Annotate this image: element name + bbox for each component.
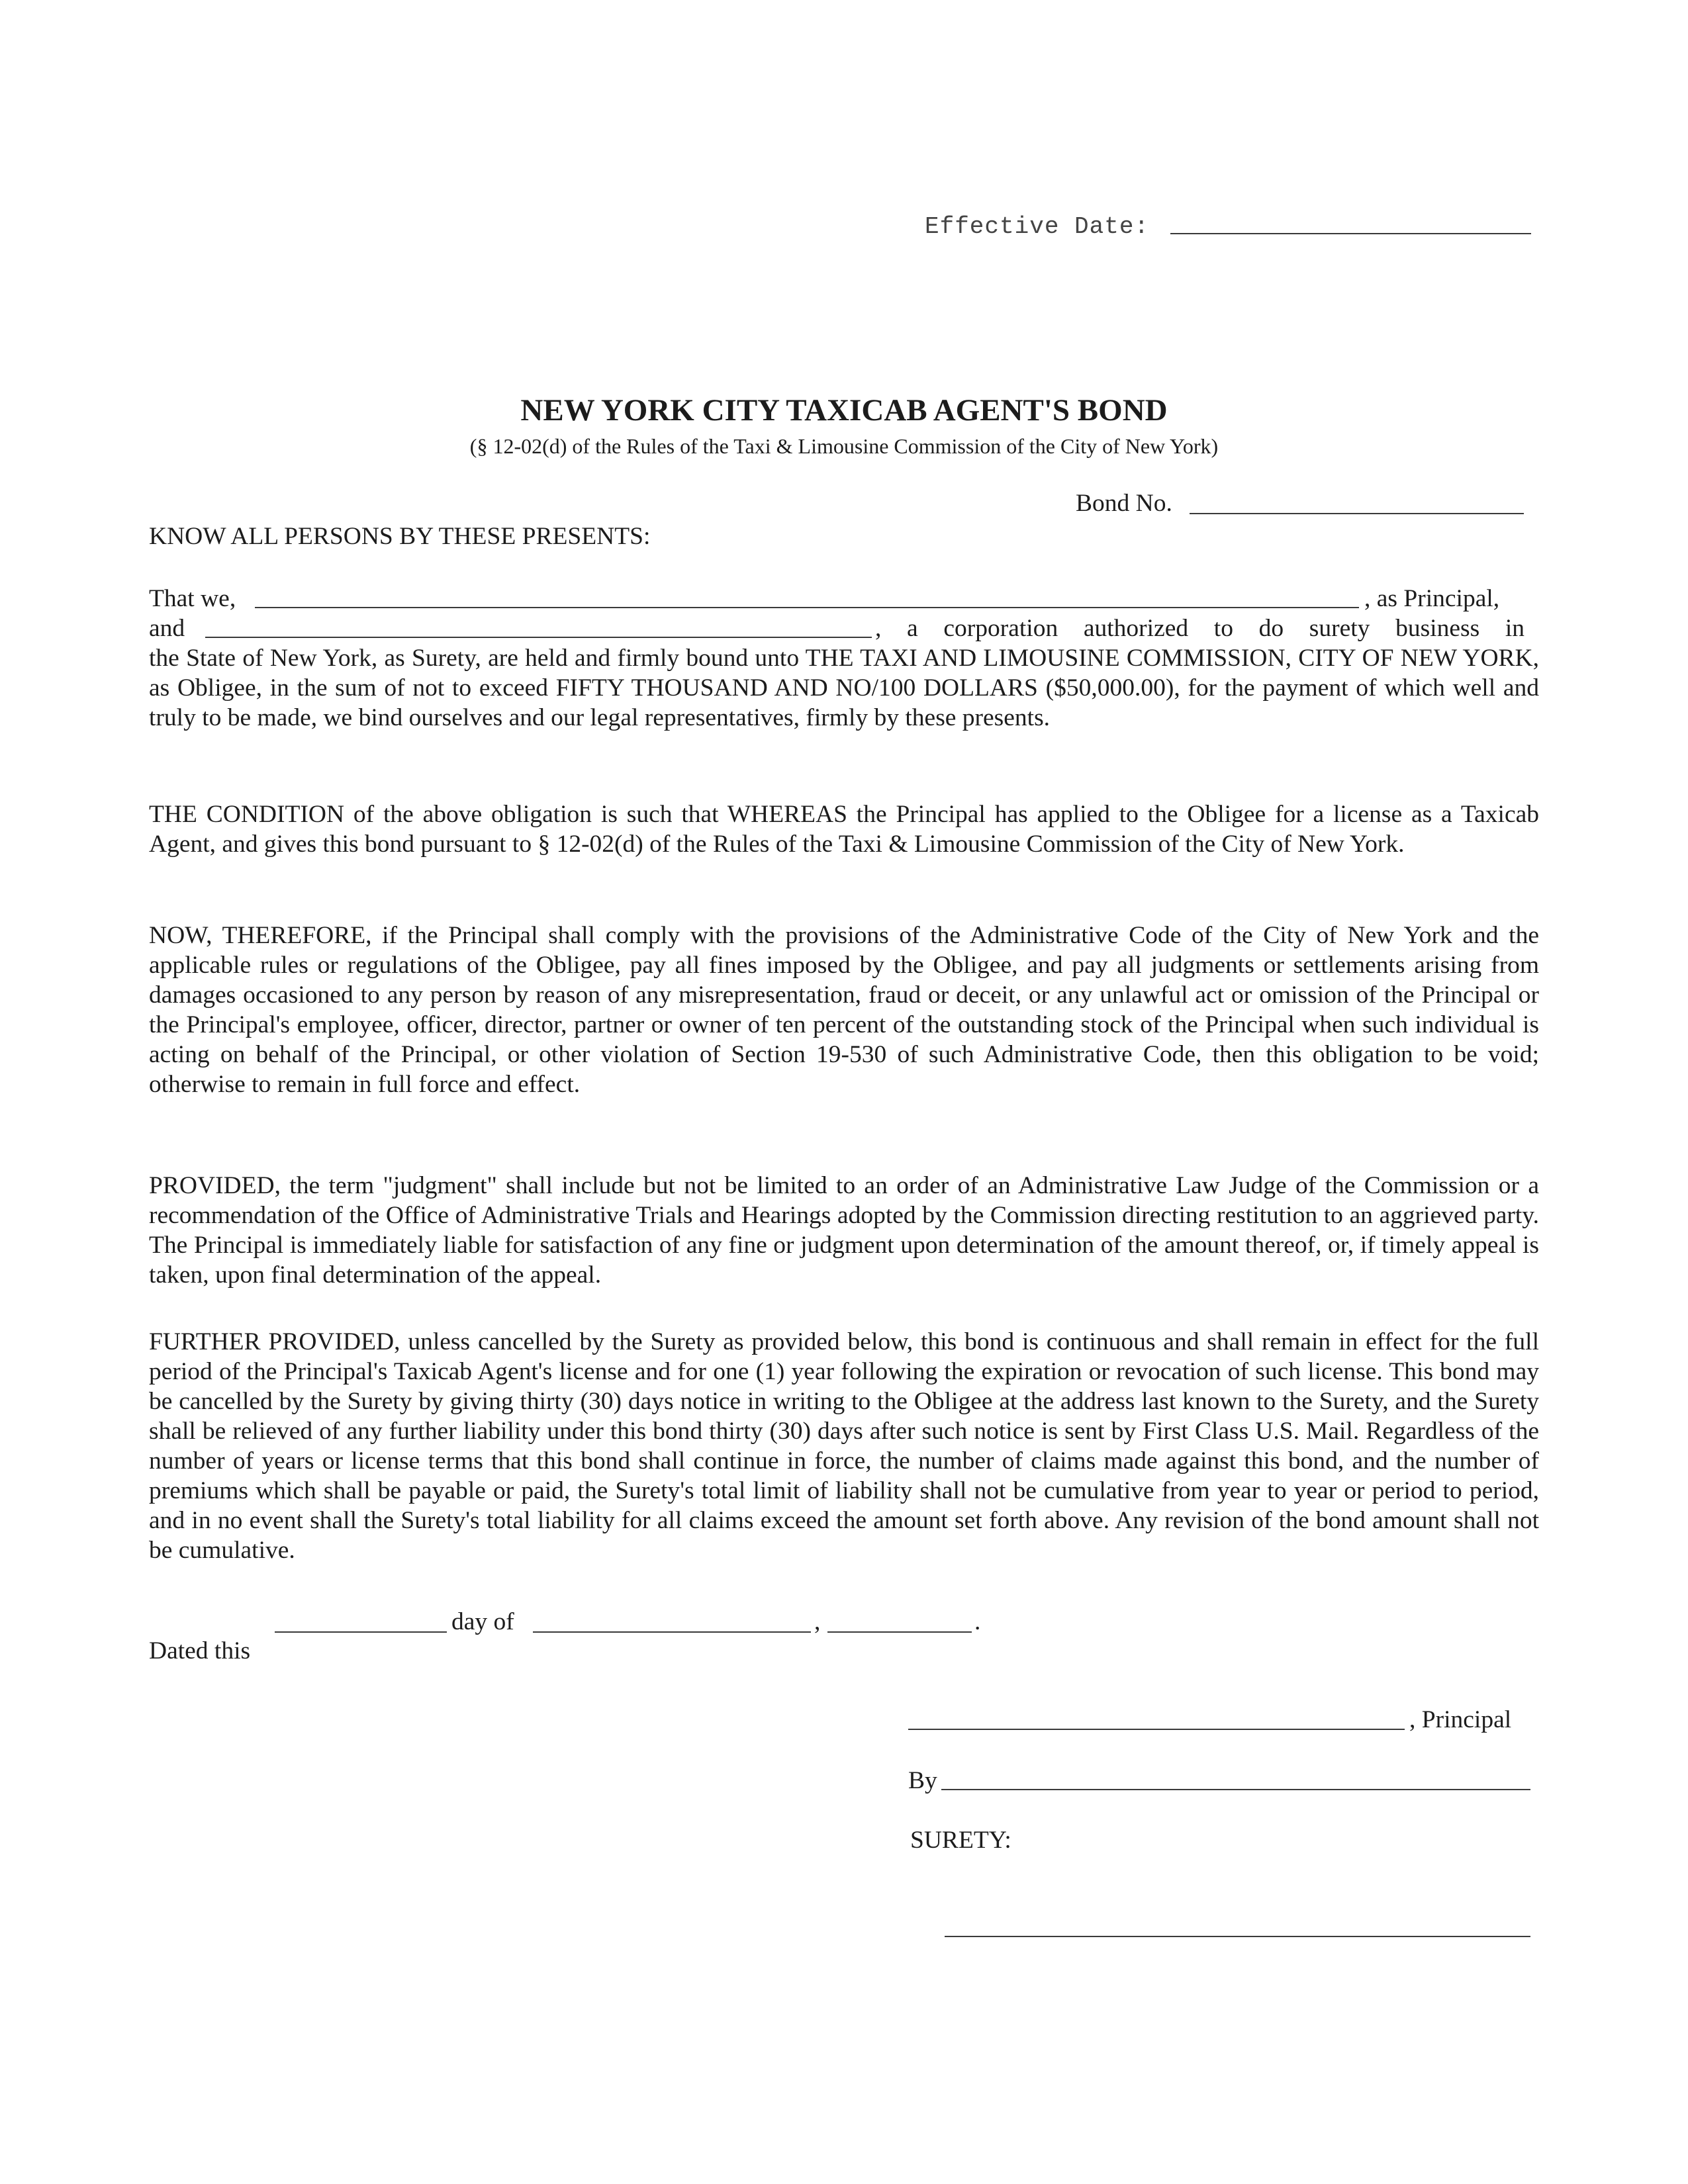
further-provided-paragraph: FURTHER PROVIDED, unless cancelled by the Surety as provided below, this bond is continuous and shall remain in effect for the full period of the Principal's Taxicab Agent's license and for one (1) year following the expiration or revocation of such license. This bond may be cancelled by the Surety by giving thirty (30) days notice in writing to the Obligee at the address last known to the Surety, and the Surety shall be relieved of any further liability under this bond thirty (30) days after such notice is sent by First Class U.S. Mail. Regardless of the number of years or license terms that this bond shall continue in force, the number of claims made against this bond, and the number of premiums which shall be payable or paid, the Surety's total limit of liability shall not be cumulative from year to year or period to period, and in no event shall the Surety's total liability for all claims exceed the amount set forth above. Any revision of the bond amount shall not be cumulative. — [149, 1328, 1539, 1564]
know-all-heading: KNOW ALL PERSONS BY THESE PRESENTS: — [149, 523, 651, 550]
and-label: and — [149, 615, 185, 642]
day-of-label: day of — [451, 1608, 514, 1635]
bond-no-label: Bond No. — [1076, 490, 1172, 517]
condition-paragraph: THE CONDITION of the above obligation is such that WHEREAS the Principal has applied to the Obligee for a license as a Taxicab Agent, and gives this bond pursuant to § 12-02(d) of the Rules of the Taxi & Limousine Commission of the City of New York. — [149, 801, 1539, 858]
surety-signature-field[interactable] — [945, 1936, 1530, 1937]
dated-comma: , — [814, 1608, 821, 1635]
year-field[interactable] — [827, 1631, 972, 1633]
that-we-label: That we, — [149, 585, 236, 612]
month-field[interactable] — [533, 1631, 811, 1633]
dated-this-label: Dated this — [149, 1637, 251, 1664]
bond-no-field[interactable] — [1190, 513, 1524, 514]
principal-label: , Principal — [1409, 1706, 1512, 1733]
principal-name-field[interactable] — [255, 607, 1359, 608]
page-subtitle: (§ 12-02(d) of the Rules of the Taxi & Limousine Commission of the City of New York) — [469, 434, 1219, 458]
effective-date-label: Effective Date: — [925, 213, 1150, 240]
surety-label: SURETY: — [910, 1827, 1011, 1854]
by-label: By — [908, 1767, 937, 1794]
effective-date-field[interactable] — [1170, 233, 1531, 234]
corporation-clause: , a corporation authorized to do surety business in — [875, 615, 1524, 642]
provided-paragraph: PROVIDED, the term "judgment" shall include but not be limited to an order of an Administrative Law Judge of the Commission or a recommendation of the Office of Administrative Trials and Hearings adopted by the Commission directing restitution to an aggrieved party. The Principal is immediately liable for satisfaction of any fine or judgment upon determination of the amount thereof, or, if timely appeal is taken, upon final determination of the appeal. — [149, 1172, 1539, 1289]
dated-period: . — [974, 1608, 981, 1635]
as-principal-label: , as Principal, — [1364, 585, 1500, 612]
principal-signature-field[interactable] — [908, 1729, 1405, 1730]
page-title: NEW YORK CITY TAXICAB AGENT'S BOND — [520, 393, 1168, 428]
binding-paragraph: the State of New York, as Surety, are held and firmly bound unto THE TAXI AND LIMOUSINE COMMISSION, CITY OF NEW YORK, as Obligee, in the sum of not to exceed FIFTY THOUSAND AND NO/100 DOLLARS ($50,000.00), for the payment of which well and truly to be made, we bind ourselves and our legal representatives, firmly by these presents. — [149, 645, 1539, 731]
by-signature-field[interactable] — [941, 1789, 1530, 1790]
day-field[interactable] — [275, 1631, 447, 1633]
surety-name-field[interactable] — [205, 637, 872, 638]
now-therefore-paragraph: NOW, THEREFORE, if the Principal shall comply with the provisions of the Administrative Code of the City of New York and the applicable rules or regulations of the Obligee, pay all fines imposed by the Obligee, and pay all judgments or settlements arising from damages occasioned to any person by reason of any misrepresentation, fraud or deceit, or any unlawful act or omission of the Principal or the Principal's employee, officer, director, partner or owner of ten percent of the outstanding stock of the Principal when such individual is acting on behalf of the Principal, or other violation of Section 19-530 of such Administrative Code, then this obligation to be void; otherwise to remain in full force and effect. — [149, 922, 1539, 1098]
